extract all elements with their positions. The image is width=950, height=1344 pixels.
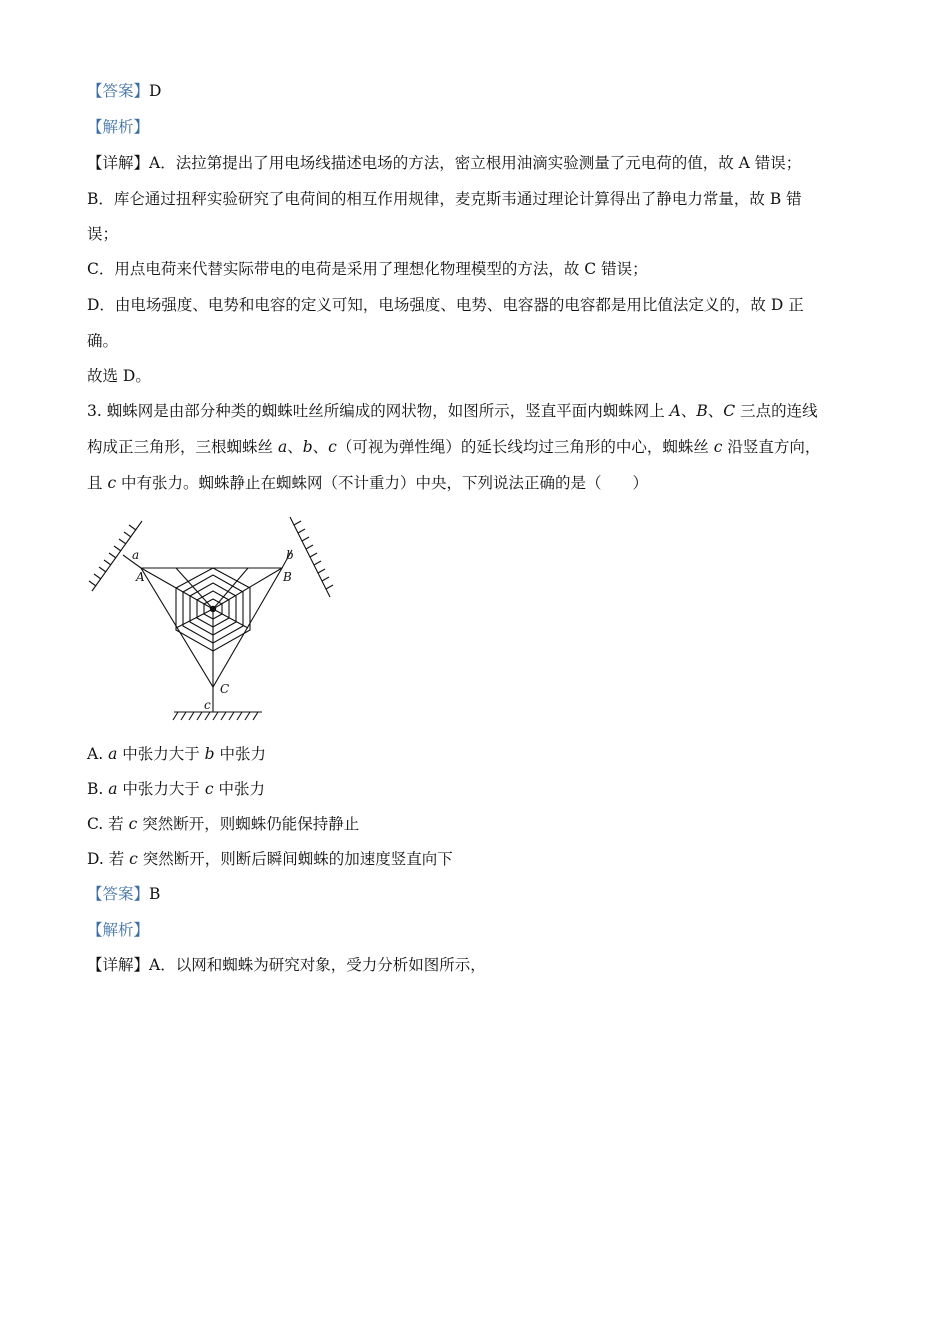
wall-a-hatch [89, 525, 136, 586]
detail-tag: 【详解】 [87, 956, 150, 974]
answer-label: 【答案】 [87, 885, 150, 903]
label-b: b [286, 548, 294, 562]
label-A: A [136, 570, 145, 584]
answer-value: D [149, 82, 162, 100]
question-3-line-3: 且 c 中有张力。蜘蛛静止在蜘蛛网（不计重力）中央，下列说法正确的是（ ） [87, 474, 649, 492]
spider [210, 606, 216, 612]
detail-line-2: 【详解】A．以网和蜘蛛为研究对象，受力分析如图所示， [87, 956, 486, 974]
analysis-heading-2: 【解析】 [87, 921, 150, 939]
answer-value: B [149, 885, 161, 903]
option-c: C. 若 c 突然断开，则蜘蛛仍能保持静止 [87, 815, 360, 833]
detail-line-b1: B．库仑通过扭秤实验研究了电荷间的相互作用规律，麦克斯韦通过理论计算得出了静电力常量，故 B 错 [87, 190, 802, 208]
detail-line-d2: 确。 [87, 332, 119, 350]
wall-b-hatch [294, 521, 333, 589]
label-c: c [204, 698, 211, 712]
detail-tag: 【详解】 [87, 154, 150, 172]
detail-line-d1: D．由电场强度、电势和电容的定义可知，电场强度、电势、电容器的电容都是用比值法定义的，故 D 正 [87, 296, 804, 314]
detail-line-a: 【详解】A．法拉第提出了用电场线描述电场的方法，密立根用油滴实验测量了元电荷的值，故 A 错误； [87, 154, 802, 172]
label-B: B [283, 570, 292, 584]
option-b: B. a 中张力大于 c 中张力 [87, 780, 265, 798]
detail-line-b2: 误； [87, 225, 119, 243]
option-a: A. a 中张力大于 b 中张力 [87, 745, 267, 763]
conclusion-line: 故选 D。 [87, 367, 151, 385]
triangle-abc [141, 568, 282, 687]
question-3-line-1: 3. 蜘蛛网是由部分种类的蜘蛛吐丝所编成的网状物，如图所示，竖直平面内蜘蛛网上 A、B、C 三点的连线 [87, 402, 818, 420]
answer-line-2 [87, 883, 160, 905]
answer-line-1 [87, 80, 161, 102]
label-a: a [132, 548, 140, 562]
analysis-heading-1: 【解析】 [87, 118, 150, 136]
answer-label: 【答案】 [87, 82, 150, 100]
spider-web-figure [86, 512, 336, 724]
question-3-line-2: 构成正三角形，三根蜘蛛丝 a、b、c（可视为弹性绳）的延长线均过三角形的中心，蜘蛛丝 c 沿竖直方向， [87, 438, 821, 456]
detail-line-c: C．用点电荷来代替实际带电的电荷是采用了理想化物理模型的方法，故 C 错误； [87, 260, 648, 278]
web-spokes [141, 568, 282, 687]
option-d: D. 若 c 突然断开，则断后瞬间蜘蛛的加速度竖直向下 [87, 850, 453, 868]
floor-hatch [173, 712, 258, 720]
label-C: C [220, 682, 230, 696]
